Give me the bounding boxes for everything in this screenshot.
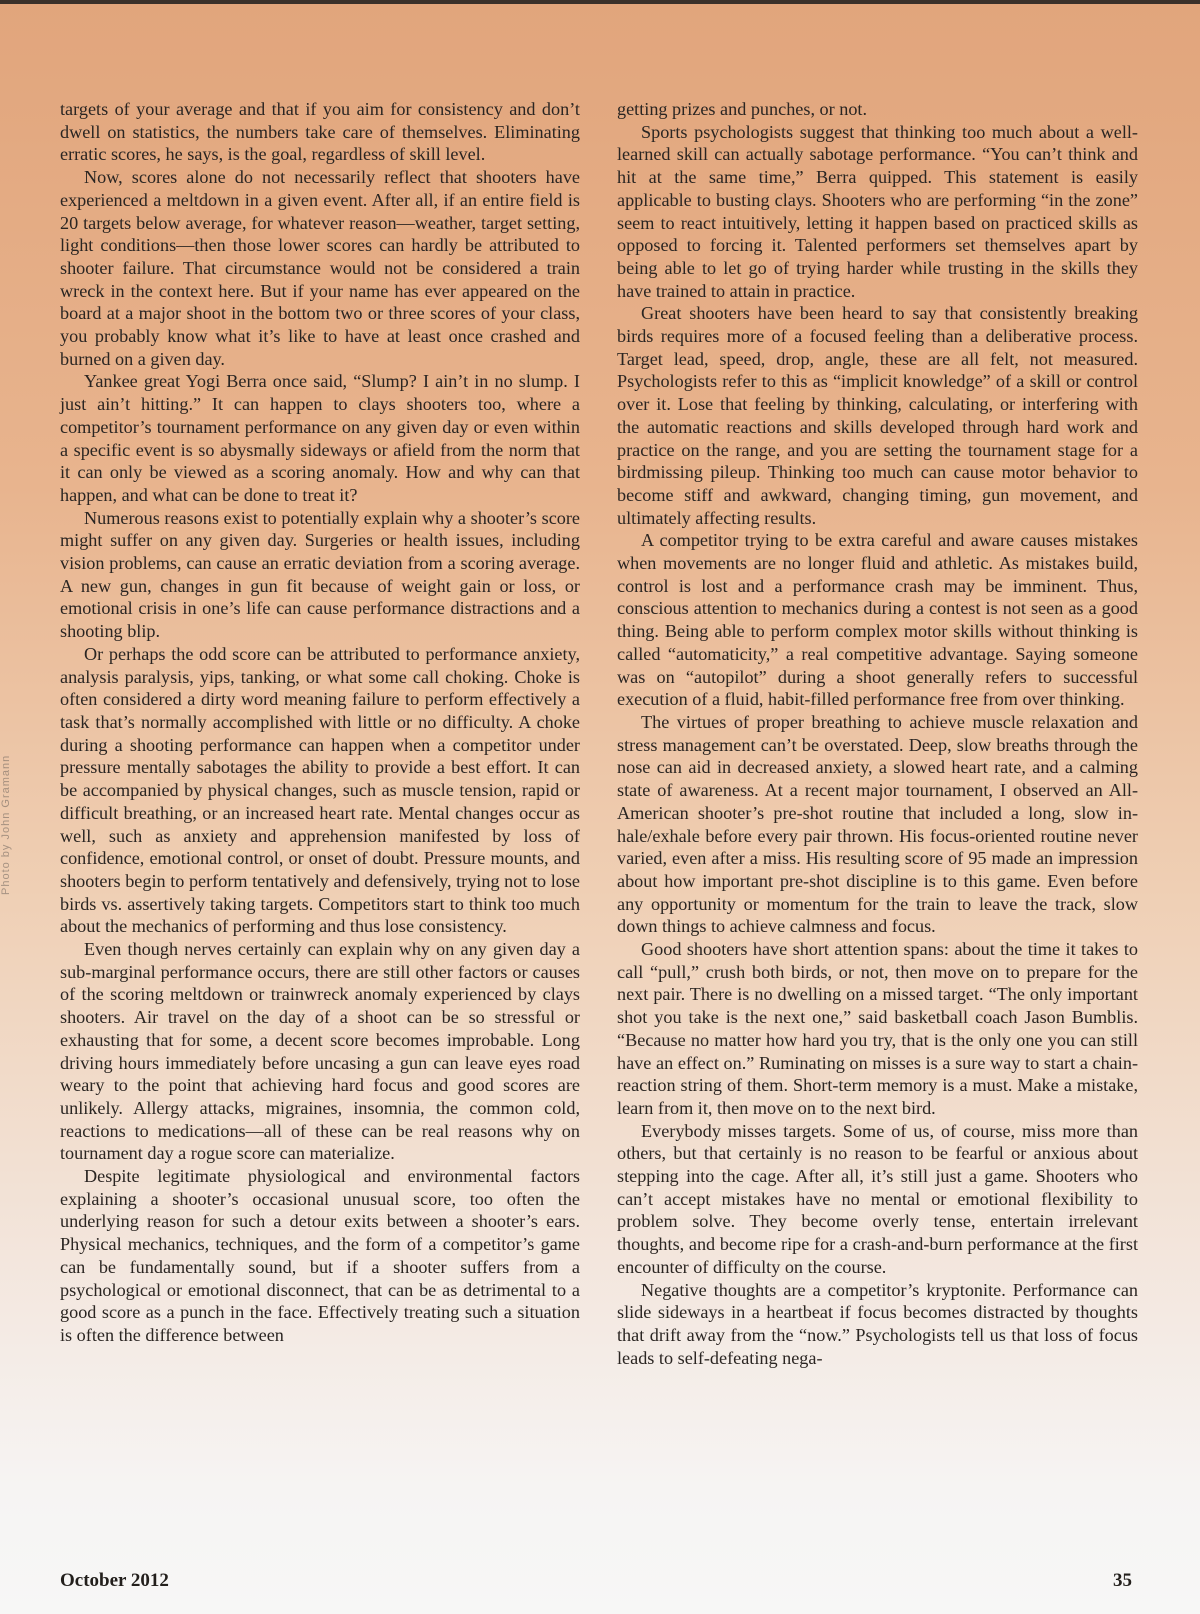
paragraph: Great shooters have been heard to say that consistently breaking birds requires more of a focused feeling than a deliberative process. Target lead, speed, drop, angle, these are all felt, not measured. Psychologists refer to this as “implicit knowledge” of a skill or control over it. Lose that feeling by thinking, calculating, or interfering with the automatic reactions and skills developed through hard work and practice on the range, and you are setting the tournament stage for a birdmissing pileup. Thinking too much can cause motor behavior to become stiff and awkward, changing timing, gun movement, and ultimately affecting results. — [617, 303, 1138, 528]
article-column-right — [617, 98, 1138, 1369]
top-rule — [0, 0, 1200, 4]
photo-credit: Photo by John Gramann — [0, 754, 12, 895]
paragraph: Negative thoughts are a competitor’s kryptonite. Performance can slide sideways in a heartbeat if focus becomes distracted by thoughts that drift away from the “now.” Psychologists tell us that loss of focus leads to self-defeating nega- — [617, 1279, 1138, 1368]
paragraph: getting prizes and punches, or not. — [617, 99, 868, 119]
paragraph: Numerous reasons exist to potentially explain why a shooter’s score might suffer on any given day. Surgeries or health issues, including vision problems, can cause an erratic deviation from a scoring average. A new gun, changes in gun fit because of weight gain or loss, or emotional crisis in one’s life can cause performance distractions and a shooting blip. — [60, 507, 580, 642]
paragraph: Despite legitimate physiological and environmental factors explaining a shooter’s occasional unusual score, too often the underlying reason for such a detour exits between a shooter’s ears. Physical mechanics, techniques, and the form of a competitor’s game can be fundamentally sound, but if a shooter suffers from a psychological or emotional disconnect, that can be as detrimental to a good score as a punch in the face. Effectively treating such a situation is often the difference between — [60, 1166, 580, 1345]
issue-date: October 2012 — [60, 1570, 169, 1591]
paragraph: Even though nerves certainly can explain why on any given day a sub-marginal performance occurs, there are still other factors or causes of the scoring meltdown or trainwreck anomaly experienced by clays shooters. Air travel on the day of a shoot can be so stressful or exhausting that for some, a decent score becomes improbable. Long driving hours immediately before uncasing a gun can leave eyes road weary to the point that achieving hard focus and good scores are unlikely. Allergy attacks, migraines, insomnia, the common cold, reactions to medications—all of these can be real reasons why on tournament day a rogue score can materialize. — [60, 939, 580, 1164]
paragraph: A competitor trying to be extra careful and aware causes mistakes when movements are no longer fluid and athletic. As mistakes build, control is lost and a performance crash may be imminent. Thus, conscious attention to mechanics during a contest is not seen as a good thing. Being able to perform complex motor skills without thinking is called “automaticity,” a real competitive advantage. Saying someone was on “autopilot” during a shoot generally refers to successful execution of a fluid, habit-filled performance free from over thinking. — [617, 530, 1138, 710]
paragraph: The virtues of proper breathing to achieve muscle relaxation and stress management can’t be overstated. Deep, slow breaths through the nose can aid in decreased anxiety, a slowed heart rate, and a calming state of awareness. At a recent major tournament, I observed an All-American shooter’s pre-shot routine that included a long, slow inhale/exhale before every pair thrown. His focus-oriented routine never varied, even after a miss. His resulting score of 95 made an impression about how important pre-shot discipline is to this game. Even before any opportunity or momentum for the train to leave the track, slow down things to achieve calmness and focus. — [617, 711, 1138, 937]
paragraph: Sports psychologists suggest that thinking too much about a well-learned skill can actually sabotage performance. “You can’t think and hit at the same time,” Berra quipped. This statement is easily applicable to busting clays. Shooters who are performing “in the zone” seem to react intuitively, letting it happen based on practiced skills as opposed to forcing it. Talented performers set themselves apart by being able to let go of trying harder while trusting in the skills they have trained to attain in practice. — [617, 121, 1138, 301]
paragraph: targets of your average and that if you aim for consistency and don’t dwell on statistics, the numbers take care of themselves. Eliminating erratic scores, he says, is the goal, regardless of skill level. — [60, 99, 580, 165]
page-number: 35 — [1113, 1570, 1132, 1591]
paragraph: Now, scores alone do not necessarily reflect that shooters have experienced a meltdown in a given event. After all, if an entire field is 20 targets below average, for whatever reason—weather, target setting, light conditions—then those lower scores can hardly be attributed to shooter failure. That circumstance would not be considered a train wreck in the context here. But if your name has ever appeared on the board at a major shoot in the bottom two or three scores of your class, you probably know what it’s like to have at least once crashed and burned on a given day. — [60, 167, 580, 369]
paragraph: Everybody misses targets. Some of us, of course, miss more than others, but that certainly is no reason to be fearful or anxious about stepping into the cage. After all, it’s still just a game. Shooters who can’t accept mistakes have no mental or emotional flexibility to problem solve. They become overly tense, entertain irrelevant thoughts, and become ripe for a crash-and-burn performance at the first encounter of difficulty on the course. — [617, 1120, 1138, 1277]
article-column-left — [60, 98, 580, 1347]
paragraph: Yankee great Yogi Berra once said, “Slump? I ain’t in no slump. I just ain’t hitting.” It can happen to clays shooters too, where a competitor’s tournament performance on any given day or even within a specific event is so abysmally sideways or afield from the norm that it can only be viewed as a scoring anomaly. How and why can that happen, and what can be done to treat it? — [60, 371, 580, 505]
paragraph: Good shooters have short attention spans: about the time it takes to call “pull,” crush both birds, or not, then move on to prepare for the next pair. There is no dwelling on a missed target. “The only important shot you take is the next one,” said basketball coach Jason Bumblis. “Because no matter how hard you try, that is the only one you can still have an effect on.” Ruminating on misses is a sure way to start a chain-reaction string of them. Short-term memory is a must. Make a mistake, learn from it, then move on to the next bird. — [617, 939, 1138, 1118]
paragraph: Or perhaps the odd score can be attributed to performance anxiety, analysis paralysis, yips, tanking, or what some call choking. Choke is often considered a dirty word meaning failure to perform effectively a task that’s normally accomplished with little or no difficulty. A choke during a shooting performance can happen when a competitor under pressure mentally sabotages the ability to provide a best effort. It can be accompanied by physical changes, such as muscle tension, rapid or difficult breathing, or an increased heart rate. Mental changes occur as well, such as anxiety and apprehension manifested by loss of confidence, emotional control, or onset of doubt. Pressure mounts, and shooters begin to perform tentatively and defensively, trying not to lose birds vs. assertively taking targets. Competitors start to think too much about the mechanics of performing and thus lose consistency. — [60, 643, 580, 937]
